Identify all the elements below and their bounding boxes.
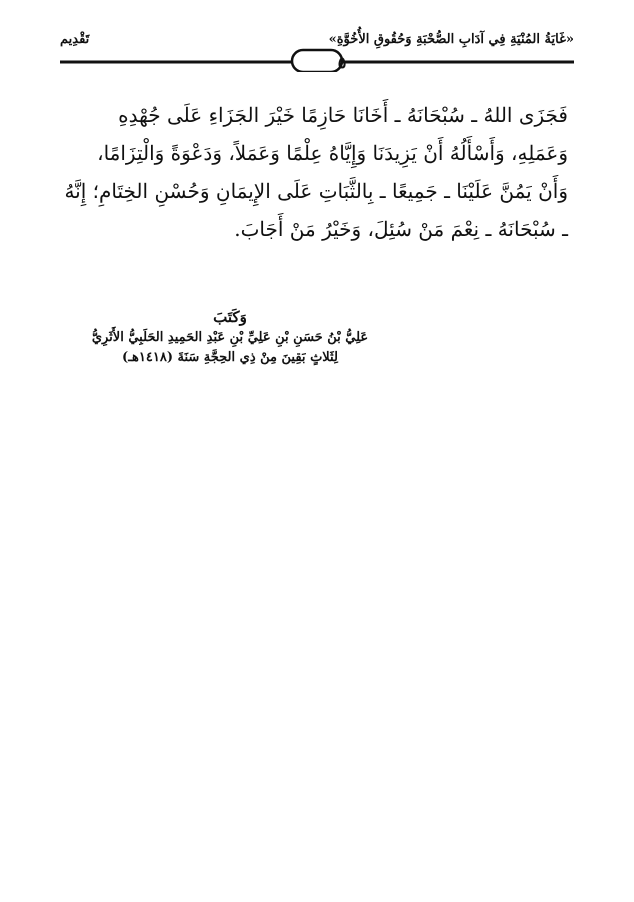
signature-author-name: عَلِيُّ بْنُ حَسَنِ بْنِ عَلِيِّ بْنِ عَبْدِ الحَمِيدِ الحَلَبِيُّ الأَثَرِيُّ xyxy=(91,330,369,345)
signature-date: لِثَلاثٍ بَقِينَ مِنْ ذِي الحِجَّةِ سَنَةَ (١٤١٨هـ) xyxy=(122,350,338,365)
running-header xyxy=(60,28,574,72)
body-paragraph xyxy=(64,96,568,248)
header-book-title: «غَايَةُ المُنْيَةِ فِي آدَابِ الصُّحْبَةِ وَحُقُوقِ الأُخُوَّةِ» xyxy=(328,32,574,47)
body-line: ـ سُبْحَانَهُ ـ نِعْمَ مَنْ سُئِلَ، وَخَيْرُ مَنْ أَجَابَ. xyxy=(234,217,568,241)
page-number: ٥ xyxy=(337,53,347,72)
signature-block xyxy=(80,306,380,368)
body-line: وَأَنْ يَمُنَّ عَلَيْنَا ـ جَمِيعًا ـ بِالثَّبَاتِ عَلَى الإِيمَانِ وَحُسْنِ الخِتَامِ؛ إِنَّهُ xyxy=(64,179,568,203)
signature-wrote: وَكَتَبَ xyxy=(213,308,247,326)
body-line: وَعَمَلِهِ، وَأَسْأَلُهُ أَنْ يَزِيدَنَا وَإِيَّاهُ عِلْمًا وَعَمَلاً، وَدَعْوَةً وَالْتِزَامًا، xyxy=(97,141,568,165)
header-section-title: تَقْدِيم xyxy=(60,32,90,47)
body-line: فَجَزَى اللهُ ـ سُبْحَانَهُ ـ أَخَانَا حَازِمًا خَيْرَ الجَزَاءِ عَلَى جُهْدِهِ xyxy=(118,103,568,127)
